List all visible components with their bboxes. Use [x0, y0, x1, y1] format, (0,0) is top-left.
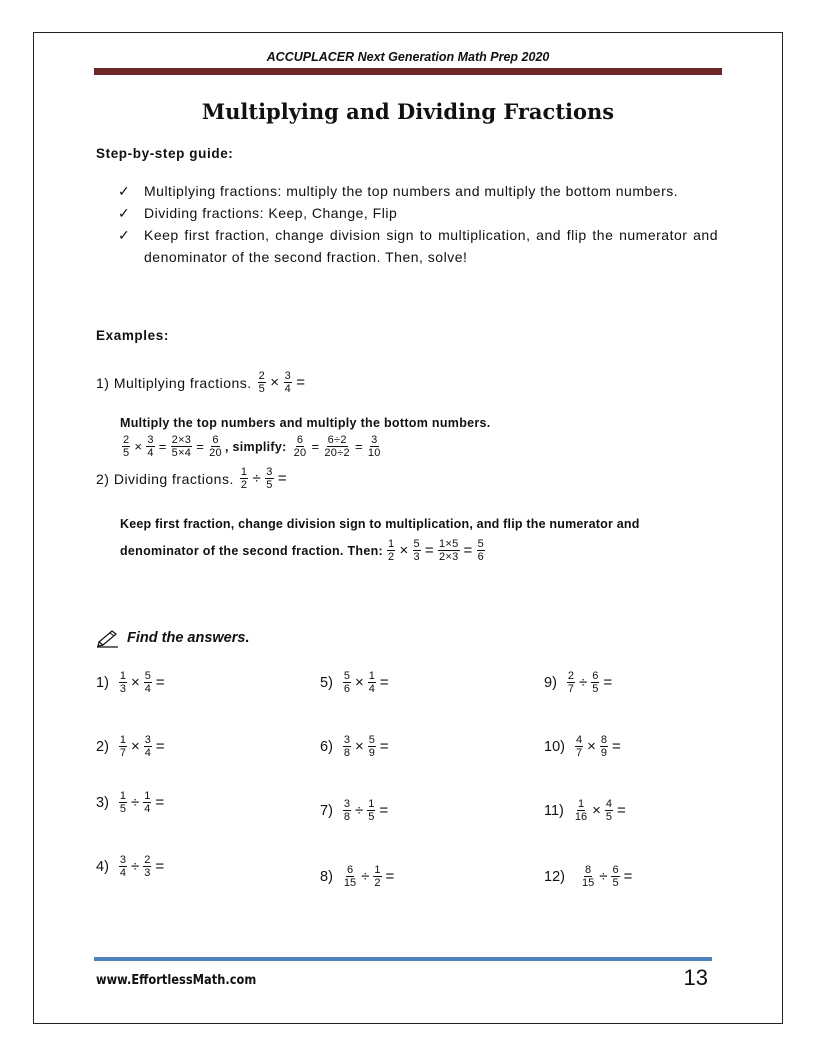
footer-website: www.EffortlessMath.com: [96, 973, 257, 988]
fraction: $\frac{8}{15}$: [581, 864, 595, 889]
fraction: $\frac{3}{4}$: [119, 854, 127, 879]
operator: ×: [592, 802, 601, 819]
find-answers-heading: [96, 628, 249, 648]
example-1-expression: [256, 370, 308, 395]
fraction: $\frac{6}{20}$: [293, 434, 307, 459]
problem-7: 7) $\frac{3}{8}$ ÷ $\frac{1}{5}$ =: [320, 798, 389, 823]
problem-2: 2) $\frac{1}{7}$ × $\frac{3}{4}$ =: [96, 734, 165, 759]
operator: ×: [131, 738, 140, 755]
fraction: $\frac{5}{9}$: [368, 734, 375, 759]
operator: ÷: [579, 674, 588, 691]
find-answers-label: Find the answers.: [127, 630, 250, 646]
checkmark-icon: ✓: [118, 205, 131, 221]
fraction: $\frac{1}{4}$: [144, 790, 151, 815]
fraction: $\frac{1}{16}$: [574, 798, 588, 823]
fraction: $\frac{5}{6}$: [343, 670, 351, 695]
fraction: $\frac{4}{7}$: [575, 734, 583, 759]
equals-sign: =: [155, 674, 165, 691]
problem-11: 11) $\frac{1}{16}$ × $\frac{4}{5}$ =: [544, 798, 626, 823]
guide-heading: Step-by-step guide:: [96, 146, 234, 161]
fraction: $\frac{3}{10}$: [367, 434, 381, 459]
example-1-label: 1) Multiplying fractions.: [96, 374, 252, 391]
fraction: $\frac{3}{5}$: [266, 466, 273, 491]
fraction: $\frac{1}{4}$: [368, 670, 375, 695]
equals-sign: =: [611, 738, 621, 755]
example-1-explanation: Multiply the top numbers and multiply the bottom numbers.: [120, 416, 491, 430]
operator: ÷: [131, 858, 140, 875]
equals-sign: =: [379, 738, 389, 755]
times-sign: ×: [134, 439, 143, 454]
problem-8: 8) $\frac{6}{15}$ ÷ $\frac{1}{2}$ =: [320, 864, 395, 889]
fraction: $\frac{2}{3}$: [144, 854, 151, 879]
operator: ÷: [361, 868, 370, 885]
fraction: $\frac{6\div 2}{20\div 2}$: [324, 434, 350, 459]
times-sign: ×: [270, 374, 280, 391]
fraction: $\frac{6}{20}$: [209, 434, 222, 459]
guide-item-text: Keep first fraction, change division sign to multiplication, and flip the numerator and denominator of the second fraction. Then, solve!: [144, 227, 718, 265]
example-1-work: [120, 434, 225, 459]
equals-sign: =: [155, 738, 165, 755]
operator: ÷: [131, 794, 140, 811]
example-2-solution: [120, 538, 487, 563]
fraction: $\frac{3}{8}$: [343, 798, 351, 823]
equals-sign: =: [623, 868, 633, 885]
fraction: $\frac{3}{4}$: [147, 434, 154, 459]
operator: ×: [355, 738, 364, 755]
equals-sign: =: [379, 674, 389, 691]
problem-4: 4) $\frac{3}{4}$ ÷ $\frac{2}{3}$ =: [96, 854, 165, 879]
example-2-label: 2) Dividing fractions.: [96, 470, 234, 487]
fraction: $\frac{1}{7}$: [119, 734, 127, 759]
fraction: $\frac{5}{6}$: [477, 538, 485, 563]
times-sign: ×: [399, 542, 409, 559]
fraction: $\frac{1}{3}$: [119, 670, 127, 695]
fraction: $\frac{8}{9}$: [600, 734, 607, 759]
fraction: $\frac{6}{15}$: [343, 864, 357, 889]
guide-item-1: [118, 180, 718, 202]
problem-1: 1) $\frac{1}{3}$ × $\frac{5}{4}$ =: [96, 670, 165, 695]
fraction: $\frac{2}{5}$: [258, 370, 266, 395]
fraction: $\frac{5}{4}$: [144, 670, 151, 695]
example-2: [96, 466, 289, 491]
example-1-solution: [120, 434, 384, 459]
equals-sign: =: [296, 374, 306, 391]
equals-sign: =: [463, 542, 473, 559]
guide-list: [118, 180, 718, 268]
problem-10: 10) $\frac{4}{7}$ × $\frac{8}{9}$ =: [544, 734, 621, 759]
operator: ×: [355, 674, 364, 691]
problem-9: 9) $\frac{2}{7}$ ÷ $\frac{6}{5}$ =: [544, 670, 613, 695]
problem-6: 6) $\frac{3}{8}$ × $\frac{5}{9}$ =: [320, 734, 389, 759]
fraction: $\frac{1}{2}$: [388, 538, 395, 563]
problem-5: 5) $\frac{5}{6}$ × $\frac{1}{4}$ =: [320, 670, 389, 695]
guide-item-text: Dividing fractions: Keep, Change, Flip: [144, 205, 398, 221]
checkmark-icon: ✓: [118, 227, 131, 243]
fraction: $\frac{2}{7}$: [567, 670, 575, 695]
page-title: Multiplying and Dividing Fractions: [201, 99, 615, 124]
example-2-work: [385, 538, 487, 563]
example-2-expression: [238, 466, 289, 491]
fraction: $\frac{5}{3}$: [413, 538, 420, 563]
equals-sign: =: [155, 794, 165, 811]
fraction: $\frac{1}{5}$: [368, 798, 375, 823]
checkmark-icon: ✓: [118, 183, 131, 199]
equals-sign: =: [155, 858, 165, 875]
example-2-explanation: Keep first fraction, change division sign to multiplication, and flip the numerator and: [120, 517, 640, 531]
pencil-icon: [96, 628, 120, 648]
fraction: $\frac{4}{5}$: [605, 798, 613, 823]
example-1-simplify: [291, 434, 384, 459]
page-number: 13: [683, 965, 708, 990]
fraction: $\frac{2}{5}$: [123, 434, 130, 459]
fraction: $\frac{3}{4}$: [284, 370, 292, 395]
operator: ×: [131, 674, 140, 691]
problem-3: 3) $\frac{1}{5}$ ÷ $\frac{1}{4}$ =: [96, 790, 165, 815]
fraction: $\frac{1}{2}$: [374, 864, 381, 889]
fraction: $\frac{2\times 3}{5\times 4}$: [171, 434, 192, 459]
header-title: ACCUPLACER Next Generation Math Prep 2020: [266, 50, 550, 64]
equals-sign: =: [385, 868, 395, 885]
equals-sign: =: [603, 674, 613, 691]
guide-item-2: [118, 202, 718, 224]
equals-sign: =: [196, 439, 205, 454]
fraction: $\frac{3}{4}$: [144, 734, 151, 759]
header-rule: [94, 68, 722, 75]
operator: ÷: [599, 868, 608, 885]
guide-item-text: Multiplying fractions: multiply the top numbers and multiply the bottom numbers.: [144, 183, 679, 199]
fraction: $\frac{1}{2}$: [240, 466, 248, 491]
fraction: $\frac{3}{8}$: [343, 734, 351, 759]
equals-sign: =: [311, 439, 320, 454]
simplify-label: , simplify:: [224, 439, 287, 454]
examples-heading: Examples:: [96, 328, 169, 343]
equals-sign: =: [424, 542, 434, 559]
operator: ×: [587, 738, 596, 755]
guide-item-3: [118, 224, 718, 268]
problem-12: 12) $\frac{8}{15}$ ÷ $\frac{6}{5}$ =: [544, 864, 633, 889]
footer-rule: [94, 957, 712, 961]
fraction: $\frac{6}{5}$: [592, 670, 599, 695]
fraction: $\frac{6}{5}$: [612, 864, 619, 889]
example-1: [96, 370, 307, 395]
equals-sign: =: [617, 802, 626, 819]
equals-sign: =: [379, 802, 389, 819]
example-2-explanation-end: denominator of the second fraction. Then:: [120, 543, 384, 558]
fraction: $\frac{1\times 5}{2\times 3}$: [438, 538, 459, 563]
fraction: $\frac{1}{5}$: [119, 790, 127, 815]
equals-sign: =: [354, 439, 363, 454]
equals-sign: =: [158, 439, 167, 454]
equals-sign: =: [277, 470, 288, 487]
divide-sign: ÷: [252, 470, 262, 487]
operator: ÷: [355, 802, 364, 819]
